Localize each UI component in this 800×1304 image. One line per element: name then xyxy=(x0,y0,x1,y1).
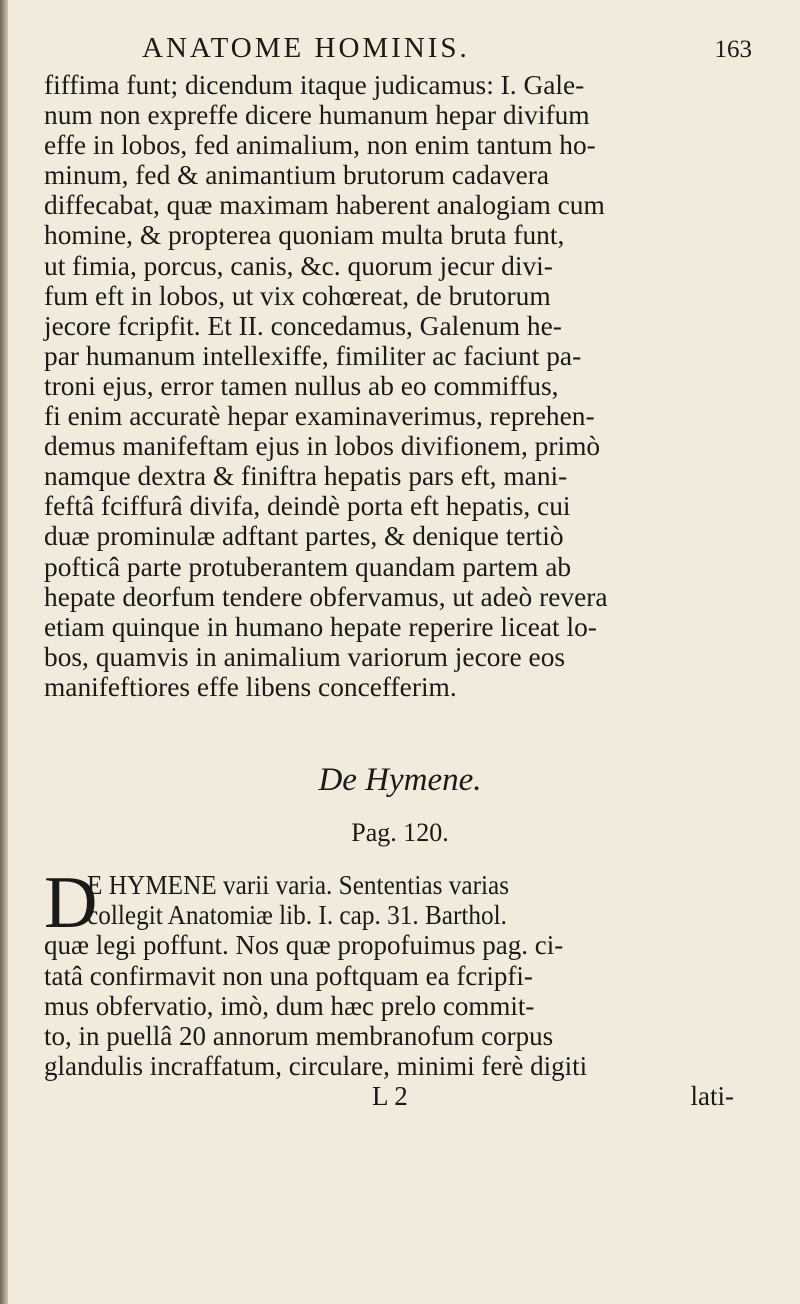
text-line: quæ legi poffunt. Nos quæ propofuimus pag. ci- xyxy=(44,930,564,961)
page-number: 163 xyxy=(714,36,752,63)
text-line: fi enim accuratè hepar examinaverimus, reprehen- xyxy=(44,401,595,432)
drop-cap: D xyxy=(44,861,98,944)
text-line: ut fimia, porcus, canis, &c. quorum jecur divi- xyxy=(44,250,553,281)
text-line: fiffima funt; dicendum itaque judicamus: I. Gale- xyxy=(44,70,585,100)
section-page-reference: Pag. 120. xyxy=(351,817,449,847)
text-line: minum, fed & animantium brutorum cadavera xyxy=(44,160,550,191)
text-line: manifeftiores effe libens concefferim. xyxy=(44,671,457,702)
text-line: tatâ confirmavit non una poftquam ea fcripfi- xyxy=(44,960,533,991)
text-line: collegit Anatomiæ lib. I. cap. 31. Barthol. xyxy=(87,900,508,931)
text-line: duæ prominulæ adftant partes, & denique tertiò xyxy=(44,521,564,552)
text-line: troni ejus, error tamen nullus ab eo commiffus, xyxy=(44,370,559,401)
page-footer xyxy=(44,1081,756,1111)
text-line: demus manifeftam ejus in lobos divifionem, primò xyxy=(44,431,601,462)
text-line: hepate deorfum tendere obfervamus, ut adeò revera xyxy=(44,581,608,612)
text-line: feftâ fciffurâ divifa, deindè porta eft hepatis, cui xyxy=(44,491,571,522)
text-line: mus obfervatio, imò, dum hæc prelo commit- xyxy=(44,990,535,1021)
text-line: namque dextra & finiftra hepatis pars eft, mani- xyxy=(44,461,568,492)
text-line: pofticâ parte protuberantem quandam partem ab xyxy=(44,551,572,582)
text-line: jecore fcripfit. Et II. concedamus, Galenum he- xyxy=(44,310,562,341)
text-line: bos, quamvis in animalium variorum jecore eos xyxy=(44,641,566,672)
text-line: glandulis incraffatum, circulare, minimi ferè digiti xyxy=(44,1051,588,1082)
text-line: diffecabat, quæ maximam haberent analogiam cum xyxy=(44,190,605,221)
text-line: to, in puellâ 20 annorum membranofum corpus xyxy=(44,1020,554,1051)
text-line: E HYMENE varii varia. Sententias varias xyxy=(87,869,510,900)
page-content xyxy=(44,30,756,1111)
catchword: lati- xyxy=(690,1081,734,1112)
section-heading: De Hymene. xyxy=(318,761,482,798)
running-title: ANATOME HOMINIS. xyxy=(142,32,470,64)
running-head xyxy=(44,30,756,70)
text-line: par humanum intellexiffe, fimiliter ac faciunt pa- xyxy=(44,340,582,371)
text-line: effe in lobos, fed animalium, non enim tantum ho- xyxy=(44,130,596,161)
text-line: etiam quinque in humano hepate reperire liceat lo- xyxy=(44,611,597,642)
paragraph-galen-liver xyxy=(44,70,756,702)
signature-mark: L 2 xyxy=(372,1081,408,1112)
text-line: fum eft in lobos, ut vix cohœreat, de brutorum xyxy=(44,280,551,311)
paragraph-hymen xyxy=(44,861,756,1082)
text-line: homine, & propterea quoniam multa bruta funt, xyxy=(44,220,565,251)
text-line: num non expreffe dicere humanum hepar divifum xyxy=(44,100,590,131)
